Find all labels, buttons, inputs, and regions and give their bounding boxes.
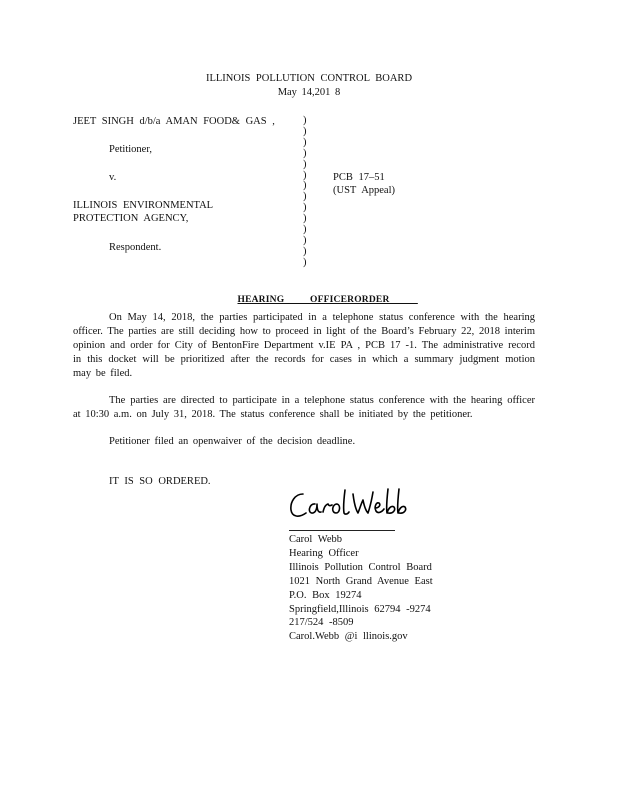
bracket-char: ) <box>303 256 307 268</box>
versus-label: v. <box>109 172 117 183</box>
signature-block <box>289 533 433 644</box>
respondent-role: Respondent. <box>109 242 162 253</box>
paragraph-1-text: On May 14, 2018, the parties participated in a telephone status conference with the hearing officer. The parties are still deciding how to proceed in light of the Board’s February 22, 2018 interim opinion and order for City of BentonFire Department v.IE PA , PCB 17 -1. The administrative record in this docket will be prioritized after the records for cases in which a summary judgment motion may be filed. <box>73 312 535 379</box>
signer-name: Carol Webb <box>289 534 342 545</box>
bracket-char: ) <box>303 169 307 181</box>
signer-agency: Illinois Pollution Control Board <box>289 561 432 573</box>
bracket-char: ) <box>303 213 307 225</box>
respondent-name-line2: PROTECTION AGENCY, <box>73 213 189 224</box>
bracket-char: ) <box>303 245 307 257</box>
caption-bracket <box>303 116 307 269</box>
closing-statement: IT IS SO ORDERED. <box>109 476 211 487</box>
agency-heading: ILLINOIS POLLUTION CONTROL BOARD <box>205 73 413 84</box>
bracket-char: ) <box>303 158 307 170</box>
paragraph-2 <box>73 394 535 422</box>
handwritten-signature <box>287 486 417 526</box>
bracket-char: ) <box>303 224 307 236</box>
bracket-char: ) <box>303 180 307 192</box>
signer-street-address: 1021 North Grand Avenue East <box>289 575 433 587</box>
order-date: May 14,201 8 <box>277 87 341 98</box>
paragraph-1 <box>73 311 535 381</box>
signature-line <box>289 530 395 531</box>
bracket-char: ) <box>303 125 307 137</box>
order-title-text: HEARING OFFICERORDER <box>237 295 418 305</box>
case-type: (UST Appeal) <box>333 185 396 196</box>
signer-phone: 217/524 -8509 <box>289 617 354 629</box>
case-number: PCB 17–51 <box>333 172 385 183</box>
signer-email: Carol.Webb @i llinois.gov <box>289 631 408 643</box>
bracket-char: ) <box>303 136 307 148</box>
paragraph-3 <box>73 435 535 449</box>
bracket-char: ) <box>303 147 307 159</box>
bracket-char: ) <box>303 191 307 203</box>
signer-title: Hearing Officer <box>289 547 359 559</box>
petitioner-name: JEET SINGH d/b/a AMAN FOOD& GAS , <box>73 116 275 127</box>
bracket-char: ) <box>303 202 307 214</box>
bracket-char: ) <box>303 115 307 126</box>
signer-city-state-zip: Springfield,Illinois 62794 -9274 <box>289 603 431 615</box>
signer-po-box: P.O. Box 19274 <box>289 589 362 601</box>
petitioner-role: Petitioner, <box>109 144 153 155</box>
paragraph-3-text: Petitioner filed an openwaiver of the decision deadline. <box>109 436 356 447</box>
bracket-char: ) <box>303 234 307 246</box>
respondent-name-line1: ILLINOIS ENVIRONMENTAL <box>73 200 214 211</box>
paragraph-2-text: The parties are directed to participate in a telephone status conference with the hearing officer at 10:30 a.m. on July 31, 2018. The status conference shall be initiated by the petitioner. <box>73 395 535 420</box>
